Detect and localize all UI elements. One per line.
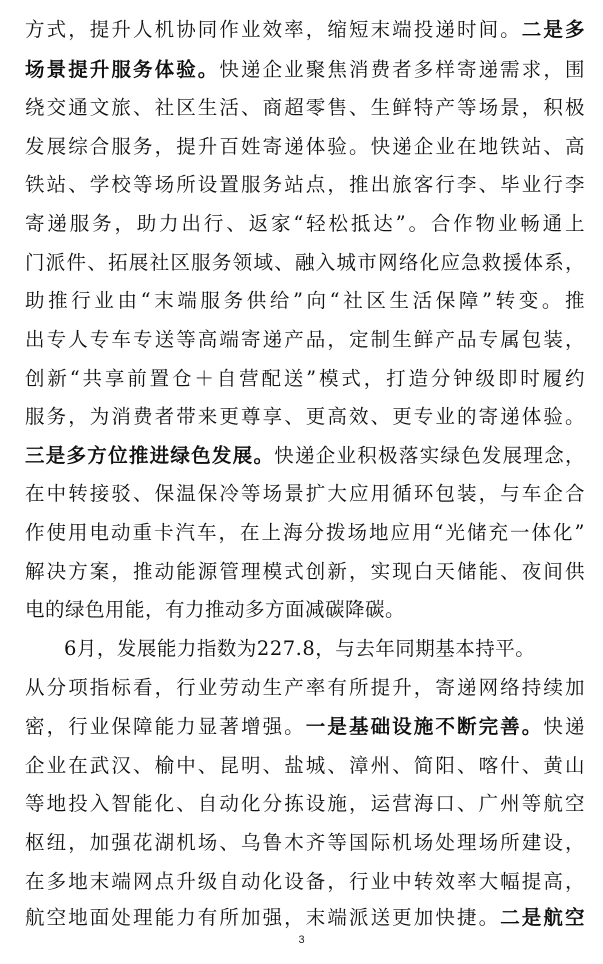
text-line: 出专人专车专送等高端寄递产品，定制生鲜产品专属包装， xyxy=(25,328,585,351)
text-line: 密，行业保障能力显著增强。一是基础设施不断完善。快递 xyxy=(25,715,585,738)
text-line: 场景提升服务体验。快递企业聚焦消费者多样寄递需求，围 xyxy=(25,58,585,81)
text-line: 绕交通文旅、社区生活、商超零售、生鲜特产等场景，积极 xyxy=(25,96,585,119)
text-line: 门派件、拓展社区服务领域、融入城市网络化应急救援体系， xyxy=(25,251,585,274)
text-line: 方式，提升人机协同作业效率，缩短末端投递时间。二是多 xyxy=(25,18,585,41)
text-line: 企业在武汉、榆中、昆明、盐城、漳州、简阳、喀什、黄山 xyxy=(25,754,585,777)
text-line: 创新“共享前置仓＋自营配送”模式，打造分钟级即时履约 xyxy=(25,367,585,390)
text-line: 三是多方位推进绿色发展。快递企业积极落实绿色发展理念， xyxy=(25,444,585,467)
text-line: 铁站、学校等场所设置服务站点，推出旅客行李、毕业行李 xyxy=(25,173,585,196)
text-line: 作使用电动重卡汽车，在上海分拨场地应用“光储充一体化” xyxy=(25,521,585,544)
text-line: 解决方案，推动能源管理模式创新，实现白天储能、夜间供 xyxy=(25,560,585,583)
text-line: 航空地面处理能力有所加强，末端派送更加快捷。二是航空 xyxy=(25,906,585,929)
text-line: 寄递服务，助力出行、返家“轻松抵达”。合作物业畅通上 xyxy=(25,212,585,235)
text-line: 电的绿色用能，有力推动多方面减碳降碳。 xyxy=(25,598,406,621)
text-line: 服务，为消费者带来更尊享、更高效、更专业的寄递体验。 xyxy=(25,405,585,428)
text-line: 等地投入智能化、自动化分拣设施，运营海口、广州等航空 xyxy=(25,792,585,815)
text-line: 助推行业由“末端服务供给”向“社区生活保障”转变。推 xyxy=(25,289,585,312)
page-number: 3 xyxy=(298,934,305,946)
paragraph-first-line: 6月，发展能力指数为227.8，与去年同期基本持平。 xyxy=(64,637,536,660)
text-line: 在多地末端网点升级自动化设备，行业中转效率大幅提高， xyxy=(25,870,585,893)
text-line: 发展综合服务，提升百姓寄递体验。快递企业在地铁站、高 xyxy=(25,135,585,158)
text-line: 枢纽，加强花湖机场、乌鲁木齐等国际机场处理场所建设， xyxy=(25,831,585,854)
text-line: 从分项指标看，行业劳动生产率有所提升，寄递网络持续加 xyxy=(25,676,585,699)
text-line: 在中转接驳、保温保冷等场景扩大应用循环包装，与车企合 xyxy=(25,482,585,505)
